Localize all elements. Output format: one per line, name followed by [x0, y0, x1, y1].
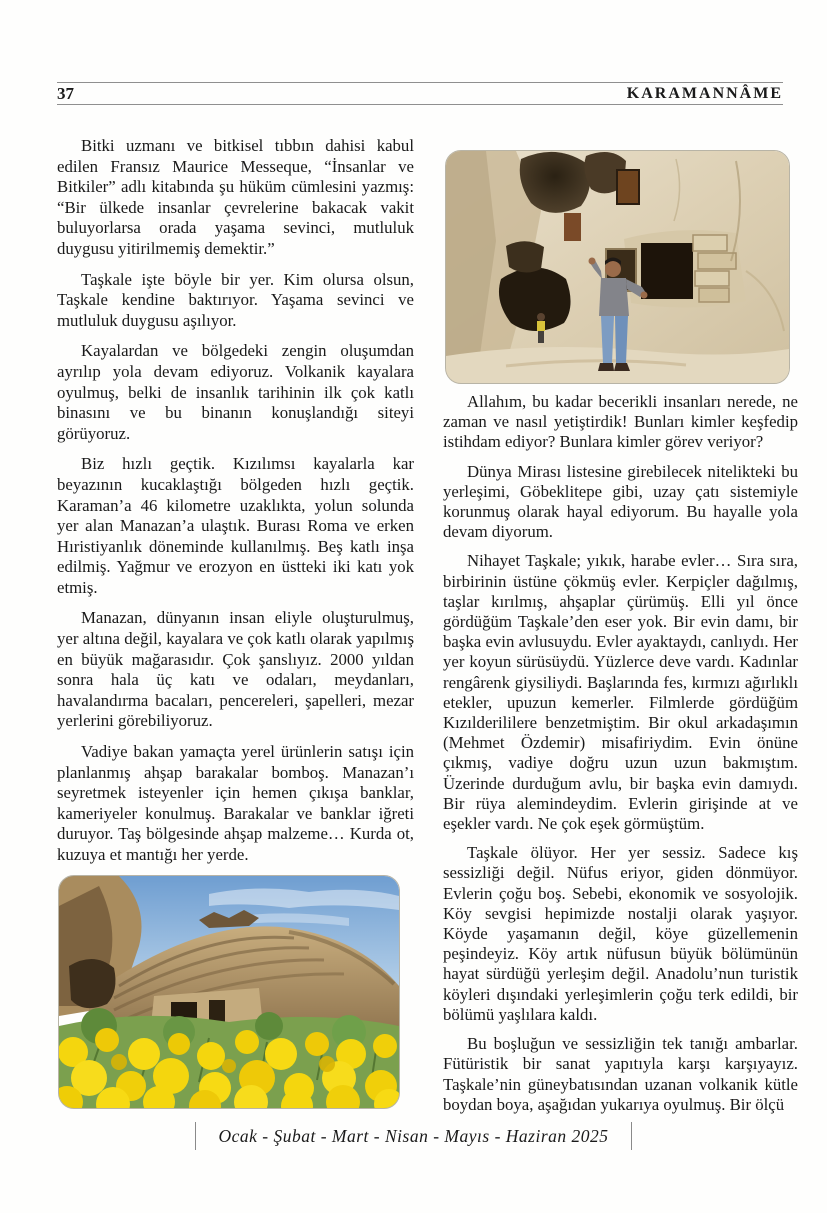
rock-dwelling-illustration: [446, 151, 789, 383]
photo-flowers-and-cliff: [58, 875, 400, 1109]
small-figure: [537, 313, 545, 343]
paragraph: Taşkale ölüyor. Her yer sessiz. Sadece kış sessizliği değil. Nüfus eriyor, giden dönmüyor. Evlerin çoğu boş. Sebebi, ekonomik ve sosyolojik. Köy sevgisi hepimizde nostalji olarak yaşıyor. Köyde yaşamanın değil, köye güzellemenin peşindeyiz. Köy artık nüfusun büyük bölümünün hayat sürdüğü yerleşim değil. Anadolu’nun turistik köyleri dışındaki yerleşimlerin çoğu terk edildi, bir bölümü yaşlılara kaldı.: [443, 843, 798, 1024]
paragraph: Kayalardan ve bölgedeki zengin oluşumdan ayrılıp yola devam ediyoruz. Volkanik kayalara oyulmuş, belki de insanlık tarihinin ilk çok katlı binasını ve bu binanın konuşlandığı siteyi görüyoruz.: [57, 341, 414, 443]
paragraph: Biz hızlı geçtik. Kızılımsı kayalarla kar beyazının kucaklaştığı bölgeden hızlı geçtik. Karaman’a 46 kilometre uzaklıkta, yolun solunda yer alan Manazan’a ulaştık. Burası Roma ve erken Hıristiyanlık döneminde kullanılmış. Beş katlı inşa edilmiş. Yağmur ve erozyon en üstteki iki katı yok etmiş.: [57, 454, 414, 597]
footer-right-rule: [631, 1122, 633, 1150]
paragraph: Bitki uzmanı ve bitkisel tıbbın dahisi kabul edilen Fransız Maurice Messeque, “İnsanlar ve Bitkiler” adlı kitabında şu hüküm cümlesini yazmış: “Bir ülkede insanlar çevrelerine bakacak vakit buluyorlarsa orada yaşama sevinci, mutluluk duygusu yitirilmemiş demektir.”: [57, 136, 414, 258]
paragraph: Taşkale işte böyle bir yer. Kim olursa olsun, Taşkale kendine baktırıyor. Yaşama sevinci ve mutluluk duygusu aşılıyor.: [57, 269, 414, 330]
issue-months: Ocak - Şubat - Mart - Nisan - Mayıs - Haziran 2025: [218, 1125, 609, 1146]
journal-title: KARAMANNÂME: [626, 85, 783, 102]
paragraph: Bu boşluğun ve sessizliğin tek tanığı ambarlar. Fütüristik bir sanat yapıtıyla karşı karşıyayız. Taşkale’nin güneybatısından uzanan volkanik kütle boydan boya, aşağıdan yukarıya oyulmuş. Bir ölçü: [443, 1034, 798, 1114]
paragraph: Allahım, bu kadar becerikli insanları nerede, ne zaman ve nasıl yetiştirdik! Bunları kimler keşfedip istihdam ediyor? Bunlara kimler görev veriyor?: [443, 392, 798, 452]
paragraph: Vadiye bakan yamaçta yerel ürünlerin satışı için planlanmış ahşap barakalar bomboş. Manazan’ı seyretmek isteyenler için hemen çıkışa banklar, kameriyeler konulmuş. Barakalar ve banklar iğreti duruyor. Taş bölgesinde ahşap malzeme… Kurda ot, kuzuya et mantığı her yerde.: [57, 742, 414, 864]
page-number: 37: [57, 84, 74, 103]
paragraph: Manazan, dünyanın insan eliyle oluşturulmuş, yer altına değil, kayalara ve çok katlı olarak yapılmış en büyük mağarasıdır. Çok şanslıyız. 2000 yıldan sonra hala üç katı ve odaları, meydanları, havalandırma bacaları, pencereleri, şapelleri, mezar yerlerini görebiliyoruz.: [57, 608, 414, 731]
photo-man-at-rock-dwelling: [445, 150, 790, 384]
paragraph: Dünya Mirası listesine girebilecek nitelikteki bu yerleşimi, Göbeklitepe gibi, uzay çatı sistemiyle korunmuş olarak hayal ediyorum. Bu hayalle yola devam diyorum.: [443, 461, 798, 542]
right-text-column: [443, 392, 798, 1124]
flower-valley-illustration: [59, 876, 399, 1108]
paragraph: Nihayet Taşkale; yıkık, harabe evler… Sıra sıra, birbirinin üstüne çökmüş evler. Kerpiçler dağılmış, taşlar kırılmış, ahşaplar çürümüş. Elli yıl önce gördüğüm Taşkale’den eser yok. Bir evin damı, bir başka evin avlusuydu. Evler ayaktaydı, canlıydı. Her yer koyun sürüsüydü. Yüzlerce deve vardı. Kadınlar rengârenk giysiliydi. Başlarında fes, kırmızı ağırlıklı etekler, upuzun kemerler. Filmlerde gördüğüm Kızılderililere benzetmiştim. Bir okul arkadaşımın (Mehmet Özdemir) misafiriydim. Evin önüne çıkmış, vadiye doğru uzun uzun bakmıştım. Üzerinde durduğum avlu, bir başka evin damıydı. Bir rüya alemindeydim. Evlerin girişinde at ve eşekler vardı. Ne çok eşek görmüştüm.: [443, 551, 798, 834]
page-header: [57, 82, 783, 105]
footer: [0, 1122, 827, 1150]
left-text-column: [57, 136, 414, 876]
